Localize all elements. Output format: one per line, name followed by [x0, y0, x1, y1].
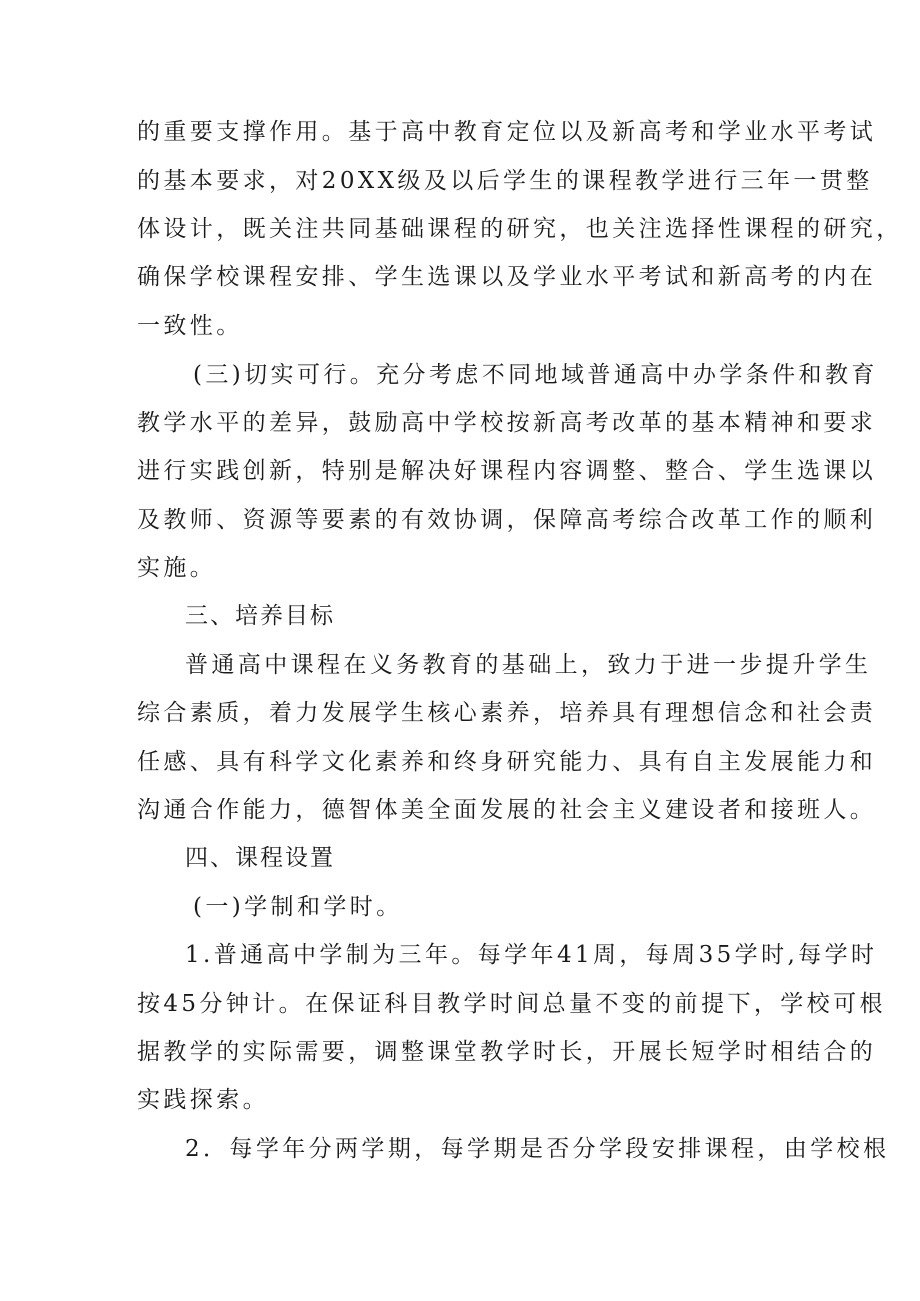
- paragraph-line: 实施。: [137, 555, 217, 581]
- paragraph-line: 及教师、资源等要素的有效协调，保障高考综合改革工作的顺利: [137, 507, 877, 533]
- paragraph-line: 教学水平的差异，鼓励高中学校按新高考改革的基本精神和要求: [137, 410, 877, 436]
- subsection-heading: (一)学制和学时。: [193, 894, 403, 920]
- section-heading: 四、课程设置: [185, 845, 335, 871]
- paragraph-line: 任感、具有科学文化素养和终身研究能力、具有自主发展能力和: [137, 749, 877, 775]
- section-heading: 三、培养目标: [185, 603, 335, 629]
- paragraph-line: 综合素质，着力发展学生核心素养，培养具有理想信念和社会责: [137, 700, 877, 726]
- paragraph-line: 进行实践创新，特别是解决好课程内容调整、整合、学生选课以: [137, 458, 877, 484]
- paragraph-line: 普通高中课程在义务教育的基础上，致力于进一步提升学生: [185, 652, 872, 678]
- paragraph-line: 实践探索。: [137, 1087, 269, 1113]
- paragraph-line: 沟通合作能力，德智体美全面发展的社会主义建设者和接班人。: [137, 797, 877, 823]
- paragraph-line: 据教学的实际需要，调整课堂教学时长，开展长短学时相结合的: [137, 1039, 877, 1065]
- paragraph-line: 一致性。: [137, 313, 243, 339]
- paragraph-line: 的基本要求，对20XX级及以后学生的课程教学进行三年一贯整: [137, 168, 873, 194]
- paragraph-line: 体设计，既关注共同基础课程的研究，也关注选择性课程的研究，: [137, 216, 903, 242]
- paragraph-line: 按45分钟计。在保证科目教学时间总量不变的前提下，学校可根: [137, 991, 886, 1017]
- paragraph-line: 的重要支撑作用。基于高中教育定位以及新高考和学业水平考试: [137, 119, 877, 145]
- paragraph-line: 1.普通高中学制为三年。每学年41周，每周35学时,每学时: [185, 942, 878, 968]
- paragraph-line: 2．每学年分两学期，每学期是否分学段安排课程，由学校根: [185, 1136, 890, 1162]
- paragraph-line: (三)切实可行。充分考虑不同地域普通高中办学条件和教育: [193, 362, 878, 388]
- paragraph-line: 确保学校课程安排、学生选课以及学业水平考试和新高考的内在: [137, 264, 877, 290]
